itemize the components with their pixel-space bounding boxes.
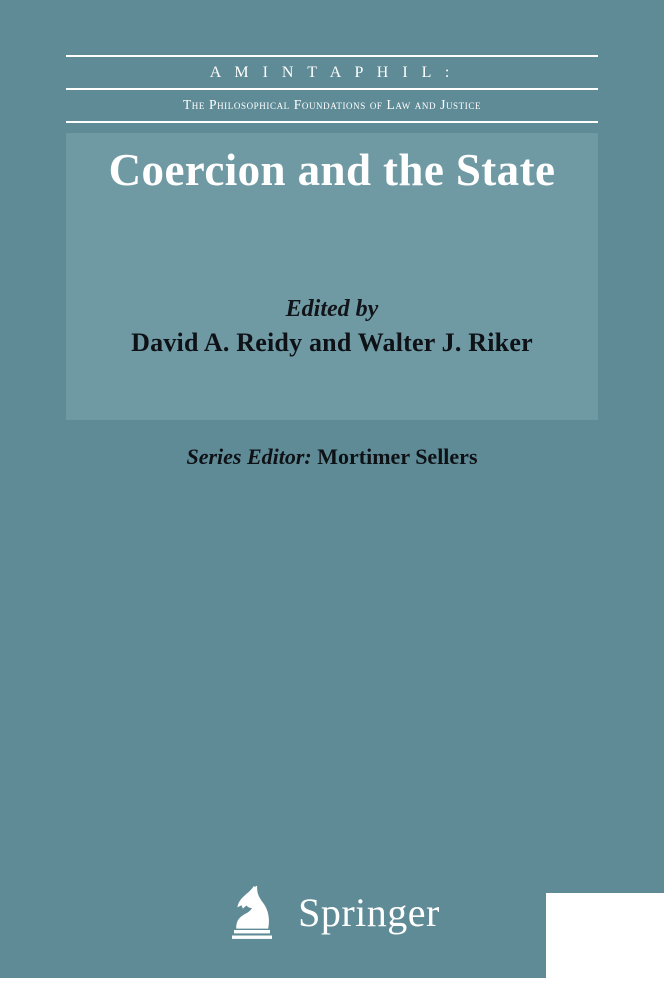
series-editor (66, 444, 598, 470)
series-editor-label: Series Editor: (186, 444, 312, 469)
series-banner (66, 55, 598, 123)
series-name: A M I N T A P H I L : (209, 64, 455, 81)
cover-right-notch (546, 893, 664, 978)
banner-bottom-rule (66, 121, 598, 123)
edited-by-label: Edited by (285, 296, 379, 322)
series-editor-name: Mortimer Sellers (317, 444, 478, 469)
page-title: Coercion and the State (108, 145, 556, 195)
springer-knight-icon (224, 880, 288, 944)
publisher-name: Springer (298, 889, 440, 935)
series-subtitle: The Philosophical Foundations of Law and Justice (182, 97, 482, 112)
cover-bottom-edge (0, 978, 664, 1000)
editors-names: David A. Reidy and Walter J. Riker (131, 328, 533, 357)
